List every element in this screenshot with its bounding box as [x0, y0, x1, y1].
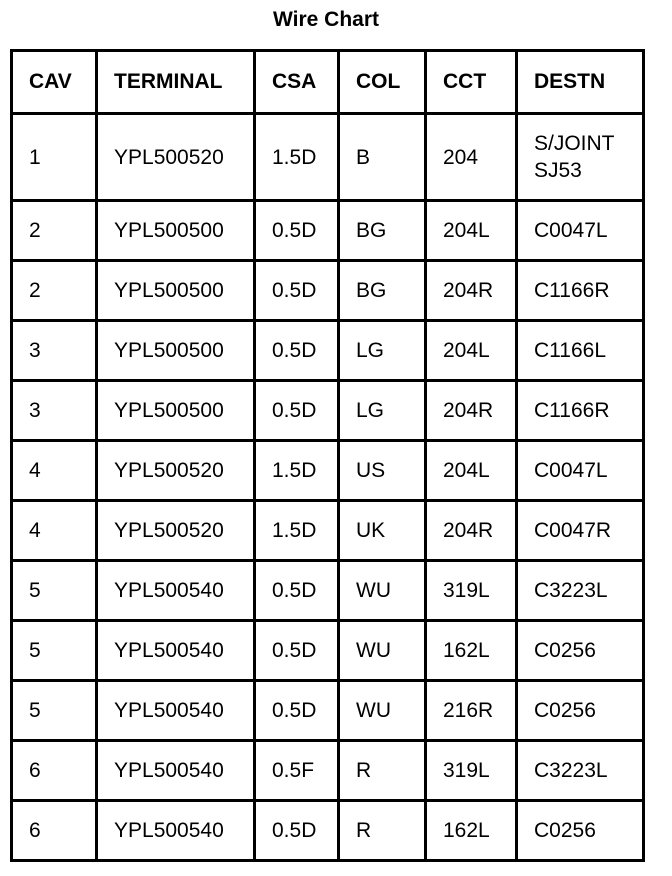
terminal-cell: YPL500540: [97, 621, 255, 681]
column-header-destn: DESTN: [517, 51, 644, 114]
csa-cell: 1.5D: [255, 501, 339, 561]
cav-cell: 3: [12, 321, 97, 381]
table-row: [12, 261, 644, 321]
destn-cell: C0047L: [517, 201, 644, 261]
column-header-csa: CSA: [255, 51, 339, 114]
terminal-cell: YPL500500: [97, 201, 255, 261]
cct-cell: 204R: [426, 261, 517, 321]
csa-cell: 0.5D: [255, 321, 339, 381]
cct-cell: 204L: [426, 201, 517, 261]
terminal-cell: YPL500520: [97, 501, 255, 561]
destn-cell: C0256: [517, 801, 644, 861]
terminal-cell: YPL500540: [97, 681, 255, 741]
csa-cell: 0.5D: [255, 681, 339, 741]
col-cell: LG: [339, 321, 426, 381]
table-row: [12, 114, 644, 201]
destn-cell: C0256: [517, 621, 644, 681]
cct-cell: 204L: [426, 441, 517, 501]
csa-cell: 1.5D: [255, 114, 339, 201]
destn-cell: C1166R: [517, 381, 644, 441]
cav-cell: 2: [12, 201, 97, 261]
terminal-cell: YPL500500: [97, 261, 255, 321]
col-cell: LG: [339, 381, 426, 441]
terminal-cell: YPL500500: [97, 321, 255, 381]
cct-cell: 319L: [426, 561, 517, 621]
table-row: [12, 201, 644, 261]
table-header-row: [12, 51, 644, 114]
cct-cell: 162L: [426, 621, 517, 681]
csa-cell: 0.5D: [255, 561, 339, 621]
terminal-cell: YPL500540: [97, 741, 255, 801]
terminal-cell: YPL500540: [97, 801, 255, 861]
destn-cell: C3223L: [517, 741, 644, 801]
cct-cell: 204L: [426, 321, 517, 381]
terminal-cell: YPL500520: [97, 441, 255, 501]
csa-cell: 0.5D: [255, 801, 339, 861]
destn-cell: C3223L: [517, 561, 644, 621]
destn-cell: C0047L: [517, 441, 644, 501]
cav-cell: 4: [12, 441, 97, 501]
csa-cell: 0.5D: [255, 381, 339, 441]
column-header-col: COL: [339, 51, 426, 114]
destn-cell: C1166R: [517, 261, 644, 321]
cct-cell: 204: [426, 114, 517, 201]
cct-cell: 162L: [426, 801, 517, 861]
cav-cell: 5: [12, 681, 97, 741]
col-cell: UK: [339, 501, 426, 561]
cav-cell: 6: [12, 741, 97, 801]
table-row: [12, 441, 644, 501]
cav-cell: 3: [12, 381, 97, 441]
table-row: [12, 501, 644, 561]
col-cell: R: [339, 801, 426, 861]
csa-cell: 0.5D: [255, 621, 339, 681]
table-row: [12, 321, 644, 381]
destn-cell: C1166L: [517, 321, 644, 381]
table-row: [12, 621, 644, 681]
wire-chart-table: [10, 49, 645, 862]
destn-cell: S/JOINT SJ53: [517, 114, 644, 201]
cav-cell: 6: [12, 801, 97, 861]
cct-cell: 216R: [426, 681, 517, 741]
column-header-terminal: TERMINAL: [97, 51, 255, 114]
col-cell: WU: [339, 561, 426, 621]
col-cell: R: [339, 741, 426, 801]
csa-cell: 0.5D: [255, 201, 339, 261]
csa-cell: 0.5D: [255, 261, 339, 321]
col-cell: WU: [339, 681, 426, 741]
terminal-cell: YPL500500: [97, 381, 255, 441]
table-row: [12, 381, 644, 441]
col-cell: BG: [339, 201, 426, 261]
column-header-cav: CAV: [12, 51, 97, 114]
cav-cell: 1: [12, 114, 97, 201]
terminal-cell: YPL500520: [97, 114, 255, 201]
table-row: [12, 741, 644, 801]
cct-cell: 319L: [426, 741, 517, 801]
csa-cell: 0.5F: [255, 741, 339, 801]
csa-cell: 1.5D: [255, 441, 339, 501]
cct-cell: 204R: [426, 501, 517, 561]
cav-cell: 2: [12, 261, 97, 321]
destn-cell: C0256: [517, 681, 644, 741]
cav-cell: 5: [12, 561, 97, 621]
cct-cell: 204R: [426, 381, 517, 441]
col-cell: B: [339, 114, 426, 201]
table-row: [12, 561, 644, 621]
cav-cell: 4: [12, 501, 97, 561]
table-row: [12, 681, 644, 741]
col-cell: BG: [339, 261, 426, 321]
column-header-cct: CCT: [426, 51, 517, 114]
table-row: [12, 801, 644, 861]
terminal-cell: YPL500540: [97, 561, 255, 621]
page-title: Wire Chart: [273, 8, 379, 31]
col-cell: WU: [339, 621, 426, 681]
destn-cell: C0047R: [517, 501, 644, 561]
cav-cell: 5: [12, 621, 97, 681]
col-cell: US: [339, 441, 426, 501]
